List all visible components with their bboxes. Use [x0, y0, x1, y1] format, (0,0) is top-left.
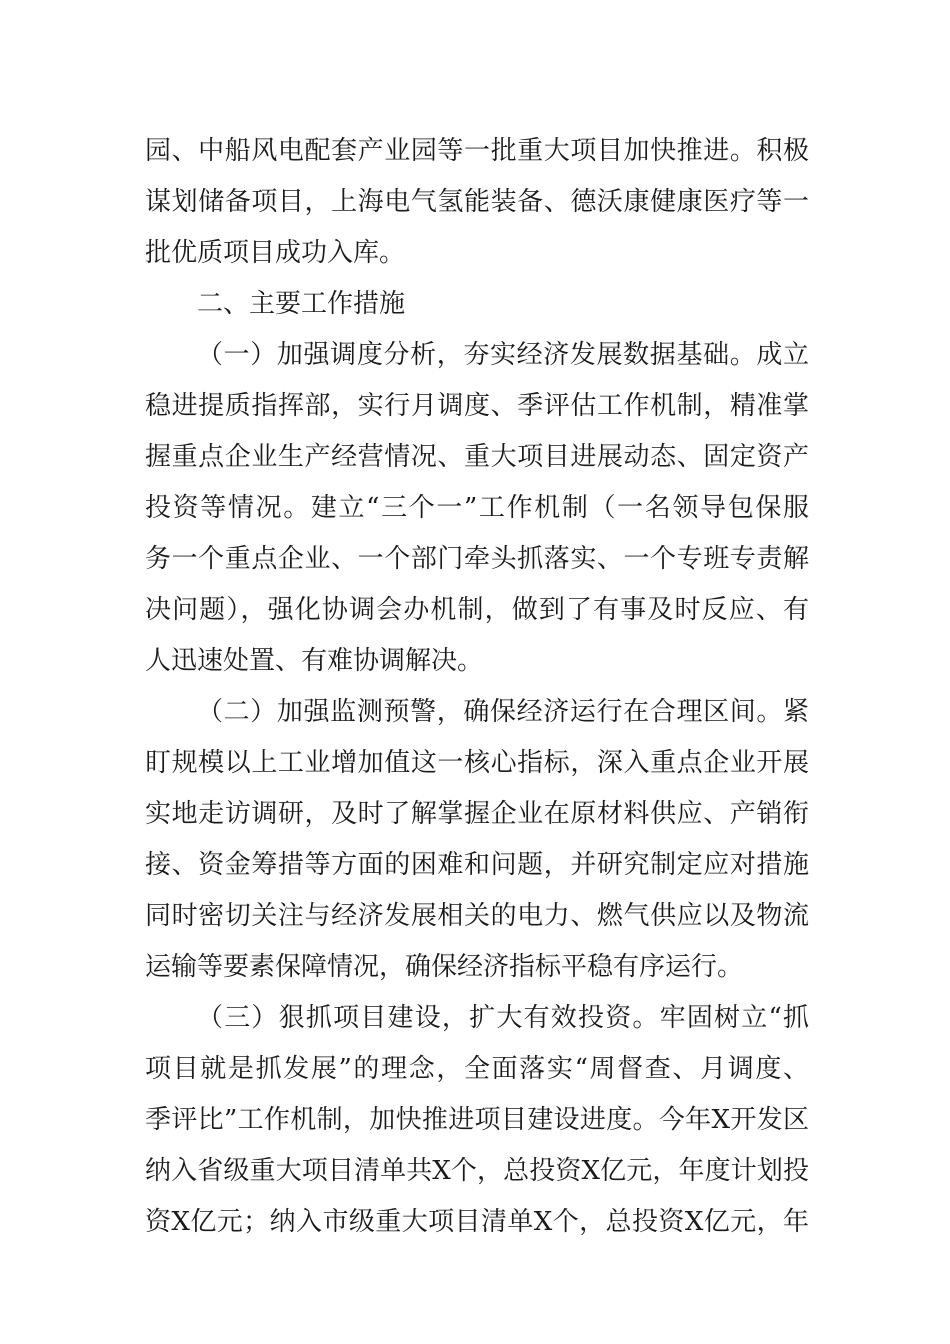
paragraph-line: 园、中船风电配套产业园等一批重大项目加快推进。积极	[145, 136, 809, 166]
paragraph-line: 季评比”工作机制，加快推进项目建设进度。今年X开发区	[145, 1105, 809, 1135]
paragraph-line: 投资等情况。建立“三个一”工作机制（一名领导包保服	[145, 493, 809, 523]
paragraph-line: 项目就是抓发展”的理念，全面落实“周督查、月调度、	[145, 1054, 809, 1084]
paragraph-line: 实地走访调研，及时了解掌握企业在原材料供应、产销衔	[145, 799, 809, 829]
paragraph-line: 资X亿元；纳入市级重大项目清单X个，总投资X亿元，年	[145, 1207, 809, 1237]
paragraph-line: 谋划储备项目，上海电气氢能装备、德沃康健康医疗等一	[145, 187, 809, 217]
paragraph-line: （一）加强调度分析，夯实经济发展数据基础。成立	[197, 340, 809, 370]
paragraph-line: 盯规模以上工业增加值这一核心指标，深入重点企业开展	[145, 748, 809, 778]
paragraph-line: （三）狠抓项目建设，扩大有效投资。牢固树立“抓	[197, 1003, 809, 1033]
paragraph-line: 人迅速处置、有难协调解决。	[145, 646, 484, 676]
paragraph-line: 稳进提质指挥部，实行月调度、季评估工作机制，精准掌	[145, 391, 809, 421]
document-body	[145, 126, 809, 1248]
section-heading: 二、主要工作措施	[197, 289, 406, 319]
paragraph-line: 务一个重点企业、一个部门牵头抓落实、一个专班专责解	[145, 544, 809, 574]
paragraph-line: 决问题），强化协调会办机制，做到了有事及时反应、有	[145, 595, 809, 625]
paragraph-line: 纳入省级重大项目清单共X个，总投资X亿元，年度计划投	[145, 1156, 809, 1186]
paragraph-line: 运输等要素保障情况，确保经济指标平稳有序运行。	[145, 952, 744, 982]
paragraph-line: 接、资金筹措等方面的困难和问题，并研究制定应对措施	[145, 850, 809, 880]
paragraph-line: （二）加强监测预警，确保经济运行在合理区间。紧	[197, 697, 809, 727]
paragraph-line: 同时密切关注与经济发展相关的电力、燃气供应以及物流	[145, 901, 809, 931]
paragraph-line: 批优质项目成功入库。	[145, 238, 406, 268]
paragraph-line: 握重点企业生产经营情况、重大项目进展动态、固定资产	[145, 442, 809, 472]
